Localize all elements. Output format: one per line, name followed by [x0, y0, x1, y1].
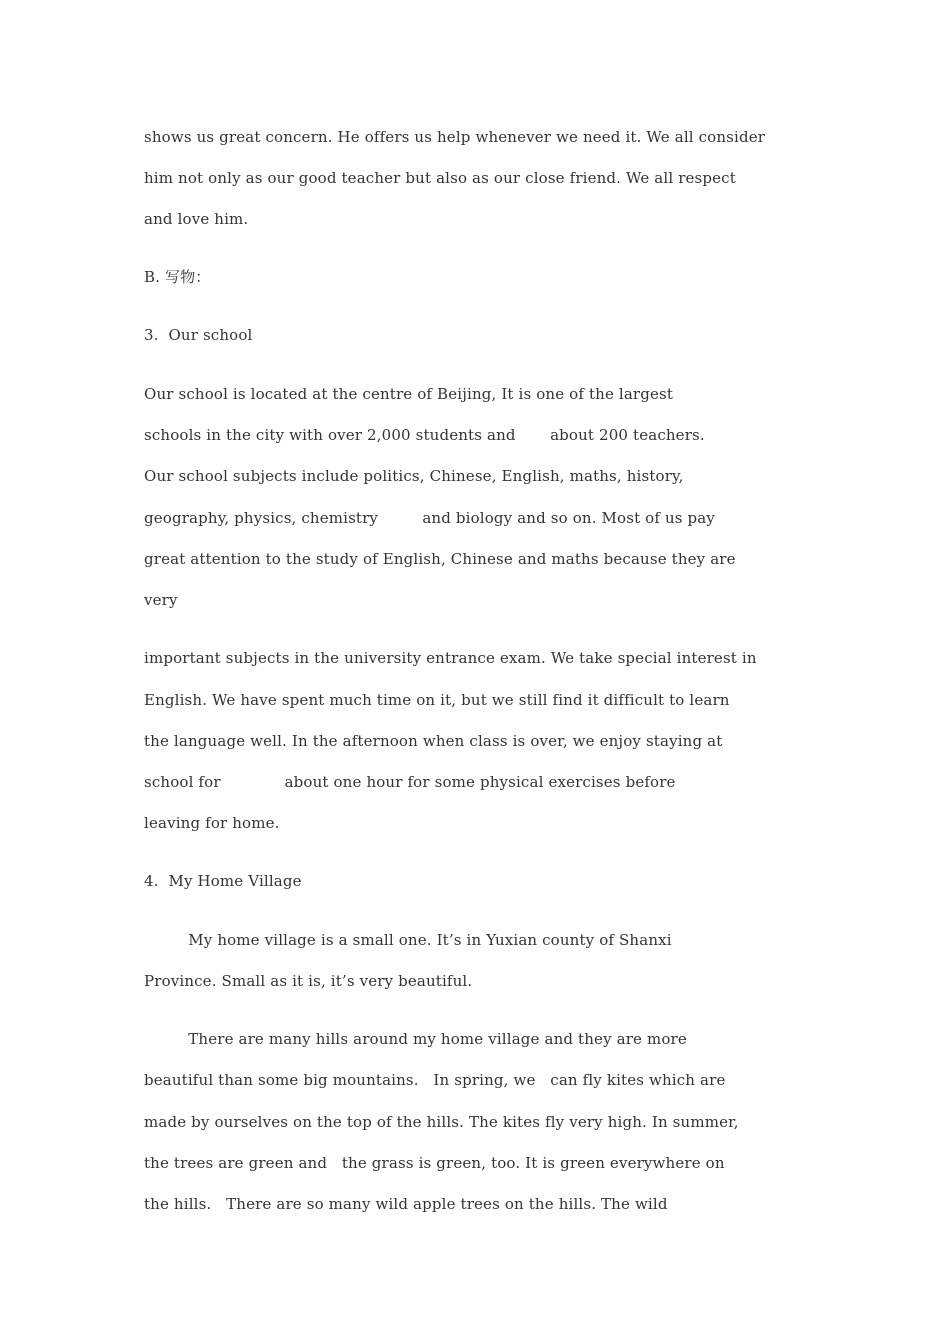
essay-title: 3. Our school — [144, 326, 253, 344]
text-line: the language well. In the afternoon when class is over, we enjoy staying at — [144, 732, 723, 750]
text-line: him not only as our good teacher but also as our close friend. We all respect — [144, 169, 736, 187]
text-line: important subjects in the university entrance exam. We take special interest in — [144, 649, 757, 667]
text-line: schools in the city with over 2,000 students and about 200 teachers. — [144, 426, 705, 444]
text-line: beautiful than some big mountains. In spring, we can fly kites which are — [144, 1071, 726, 1089]
section-heading: B. 写物： — [144, 268, 211, 286]
text-line: school for about one hour for some physical exercises before — [144, 773, 676, 791]
text-line: geography, physics, chemistry and biology and so on. Most of us pay — [144, 509, 716, 527]
text-line: the hills. There are so many wild apple trees on the hills. The wild — [144, 1195, 668, 1213]
text-line: the trees are green and the grass is green, too. It is green everywhere on — [144, 1154, 725, 1172]
text-line: My home village is a small one. It’s in Yuxian county of Shanxi — [144, 931, 672, 949]
text-line: English. We have spent much time on it, but we still find it difficult to learn — [144, 691, 730, 709]
text-line: Our school subjects include politics, Chinese, English, maths, history, — [144, 467, 684, 485]
text-line: There are many hills around my home village and they are more — [144, 1030, 687, 1048]
text-line: great attention to the study of English, Chinese and maths because they are — [144, 550, 736, 568]
text-line: and love him. — [144, 210, 249, 228]
essay-title: 4. My Home Village — [144, 872, 302, 890]
text-line: made by ourselves on the top of the hills. The kites fly very high. In summer, — [144, 1113, 739, 1131]
text-line: Province. Small as it is, it’s very beautiful. — [144, 972, 473, 990]
text-line: shows us great concern. He offers us help whenever we need it. We all consider — [144, 128, 766, 146]
text-line: Our school is located at the centre of Beijing, It is one of the largest — [144, 385, 674, 403]
text-line: leaving for home. — [144, 814, 280, 832]
text-line: very — [144, 591, 178, 609]
